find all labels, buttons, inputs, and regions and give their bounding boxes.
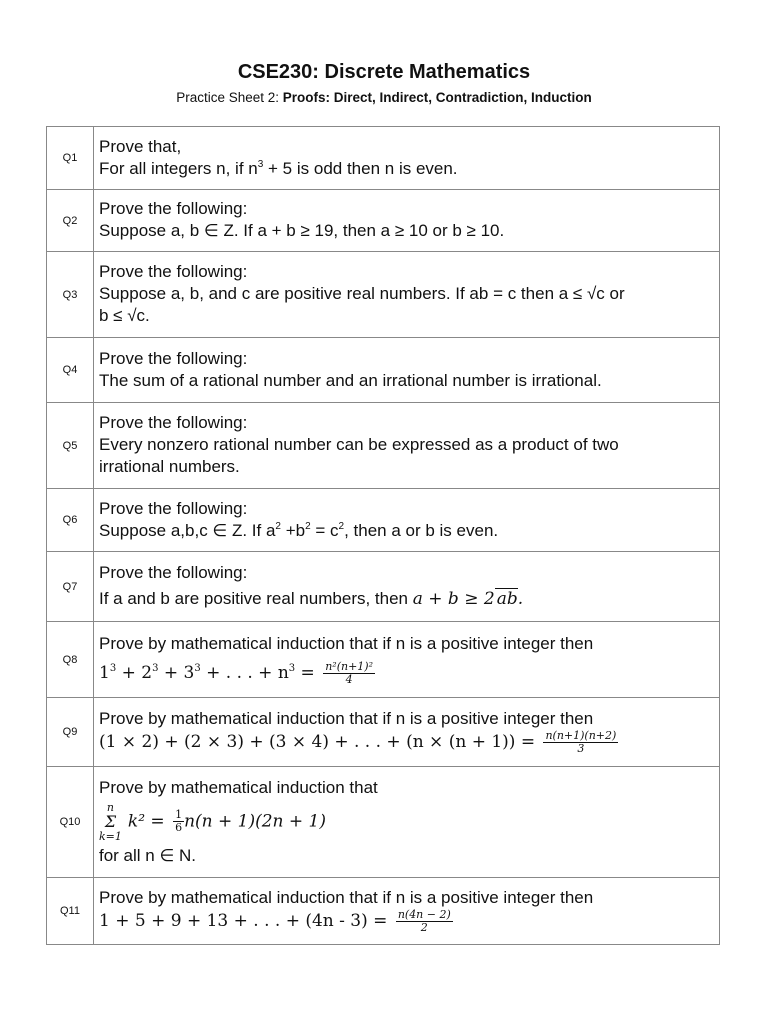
question-line (99, 588, 713, 610)
question-line: Prove the following: (99, 563, 248, 582)
table-row (47, 190, 720, 252)
question-line: Prove the following: (99, 413, 248, 432)
fraction-numerator: n(4n − 2) (397, 908, 451, 921)
question-line: The sum of a rational number and an irrational number is irrational. (99, 370, 602, 390)
question-line: Every nonzero rational number can be expressed as a product of two (99, 435, 619, 454)
question-line: for all n ∈ N. (99, 845, 197, 865)
sum-lower-limit: k=1 (99, 829, 122, 843)
question-text (94, 252, 720, 338)
sigma-symbol: Σ (104, 811, 117, 831)
table-row (47, 403, 720, 489)
formula-line (99, 661, 713, 686)
table-row (47, 552, 720, 622)
text-run: +b (280, 520, 306, 540)
document-title: CSE230: Discrete Mathematics (237, 61, 531, 83)
question-line: Prove by mathematical induction that if n is a positive integer then (99, 633, 594, 653)
superscript: 2 (305, 520, 311, 532)
question-line: Prove by mathematical induction that if n is a positive integer then (99, 888, 594, 907)
math-expression (413, 588, 523, 609)
questions-table (46, 126, 720, 945)
question-line (99, 520, 713, 542)
question-text (94, 190, 720, 252)
text-run: Suppose a,b,c ∈ Z. If a (99, 520, 276, 540)
text-run: + 5 is odd then n is even. (263, 158, 458, 178)
fraction-numerator: 1 (175, 808, 183, 821)
document-subtitle (0, 90, 768, 105)
question-number: Q5 (47, 403, 94, 489)
question-text (94, 878, 720, 945)
question-line: Prove by mathematical induction that (99, 777, 378, 797)
question-text (94, 698, 720, 767)
math-run: + . . . + n (200, 662, 289, 683)
question-line: Suppose a, b ∈ Z. If a + b ≥ 19, then a ≥ 10 or b ≥ 10. (99, 221, 505, 240)
math-run: + 3 (158, 662, 195, 683)
table-row (47, 338, 720, 403)
question-line: Suppose a, b, and c are positive real numbers. If ab = c then a ≤ √c or (99, 284, 625, 303)
math-run: (1 × 2) + (2 × 3) + (3 × 4) + . . . + (n × (n + 1)) = (99, 732, 541, 752)
summation (99, 801, 122, 843)
table-row (47, 489, 720, 552)
subtitle-prefix: Practice Sheet 2: (176, 90, 283, 105)
sum-upper-limit: n (106, 800, 114, 814)
superscript: 3 (109, 662, 117, 674)
question-line: Prove the following: (99, 498, 248, 518)
table-row (47, 127, 720, 190)
question-number: Q4 (47, 338, 94, 403)
question-line (99, 158, 713, 180)
question-number: Q1 (47, 127, 94, 190)
question-number: Q8 (47, 622, 94, 698)
formula-line (99, 801, 713, 843)
question-number: Q10 (47, 767, 94, 878)
fraction-numerator: n(n+1)(n+2) (545, 729, 617, 742)
table-row (47, 252, 720, 338)
question-number: Q7 (47, 552, 94, 622)
question-line: b ≤ √c. (99, 306, 150, 325)
question-line: Prove the following: (99, 348, 248, 368)
math-run: 1 (99, 662, 110, 683)
question-line: Prove the following: (99, 262, 248, 281)
fraction (543, 730, 618, 755)
question-text (94, 552, 720, 622)
formula-line (99, 730, 713, 755)
table-row (47, 767, 720, 878)
question-line: Prove the following: (99, 199, 248, 218)
fraction (323, 661, 375, 686)
fraction-denominator: 4 (345, 672, 353, 686)
square-root: ab (496, 589, 518, 609)
superscript: 2 (338, 520, 345, 532)
table-row (47, 878, 720, 945)
fraction (173, 809, 184, 834)
question-text (94, 338, 720, 403)
question-number: Q6 (47, 489, 94, 552)
question-text (94, 767, 720, 878)
formula-line (99, 909, 713, 934)
fraction-denominator: 2 (420, 921, 428, 934)
text-run: , then a or b is even. (344, 520, 499, 540)
fraction-denominator: 3 (577, 742, 585, 755)
table-row (47, 622, 720, 698)
math-run: n(n + 1)(2n + 1) (184, 811, 326, 831)
superscript: 3 (152, 662, 159, 674)
question-text (94, 127, 720, 190)
question-number: Q9 (47, 698, 94, 767)
question-line: Prove by mathematical induction that if n is a positive integer then (99, 709, 594, 728)
math-run: 1 + 5 + 9 + 13 + . . . + (4n - 3) = (99, 911, 393, 931)
fraction-numerator: n²(n+1)² (325, 659, 374, 673)
superscript: 3 (194, 662, 201, 674)
subtitle-topics: Proofs: Direct, Indirect, Contradiction, Induction (282, 90, 592, 105)
question-number: Q2 (47, 190, 94, 252)
text-run: If a and b are positive real numbers, then (99, 589, 413, 608)
fraction-denominator: 6 (175, 821, 183, 834)
question-number: Q3 (47, 252, 94, 338)
math-run: + 2 (116, 662, 153, 683)
math-run: k² = (127, 811, 171, 831)
question-line: irrational numbers. (99, 457, 240, 476)
fraction (396, 909, 453, 934)
question-text (94, 489, 720, 552)
question-number: Q11 (47, 878, 94, 945)
superscript: 3 (288, 662, 296, 674)
question-text (94, 403, 720, 489)
text-run: For all integers n, if n (99, 158, 258, 178)
math-run: a + b ≥ 2 (412, 589, 495, 609)
text-run: = c (310, 520, 339, 540)
question-text (94, 622, 720, 698)
table-row (47, 698, 720, 767)
math-run: . (517, 589, 524, 609)
math-run: = (295, 662, 321, 683)
superscript: 3 (257, 158, 264, 170)
question-line: Prove that, (99, 136, 182, 156)
superscript: 2 (275, 520, 281, 532)
